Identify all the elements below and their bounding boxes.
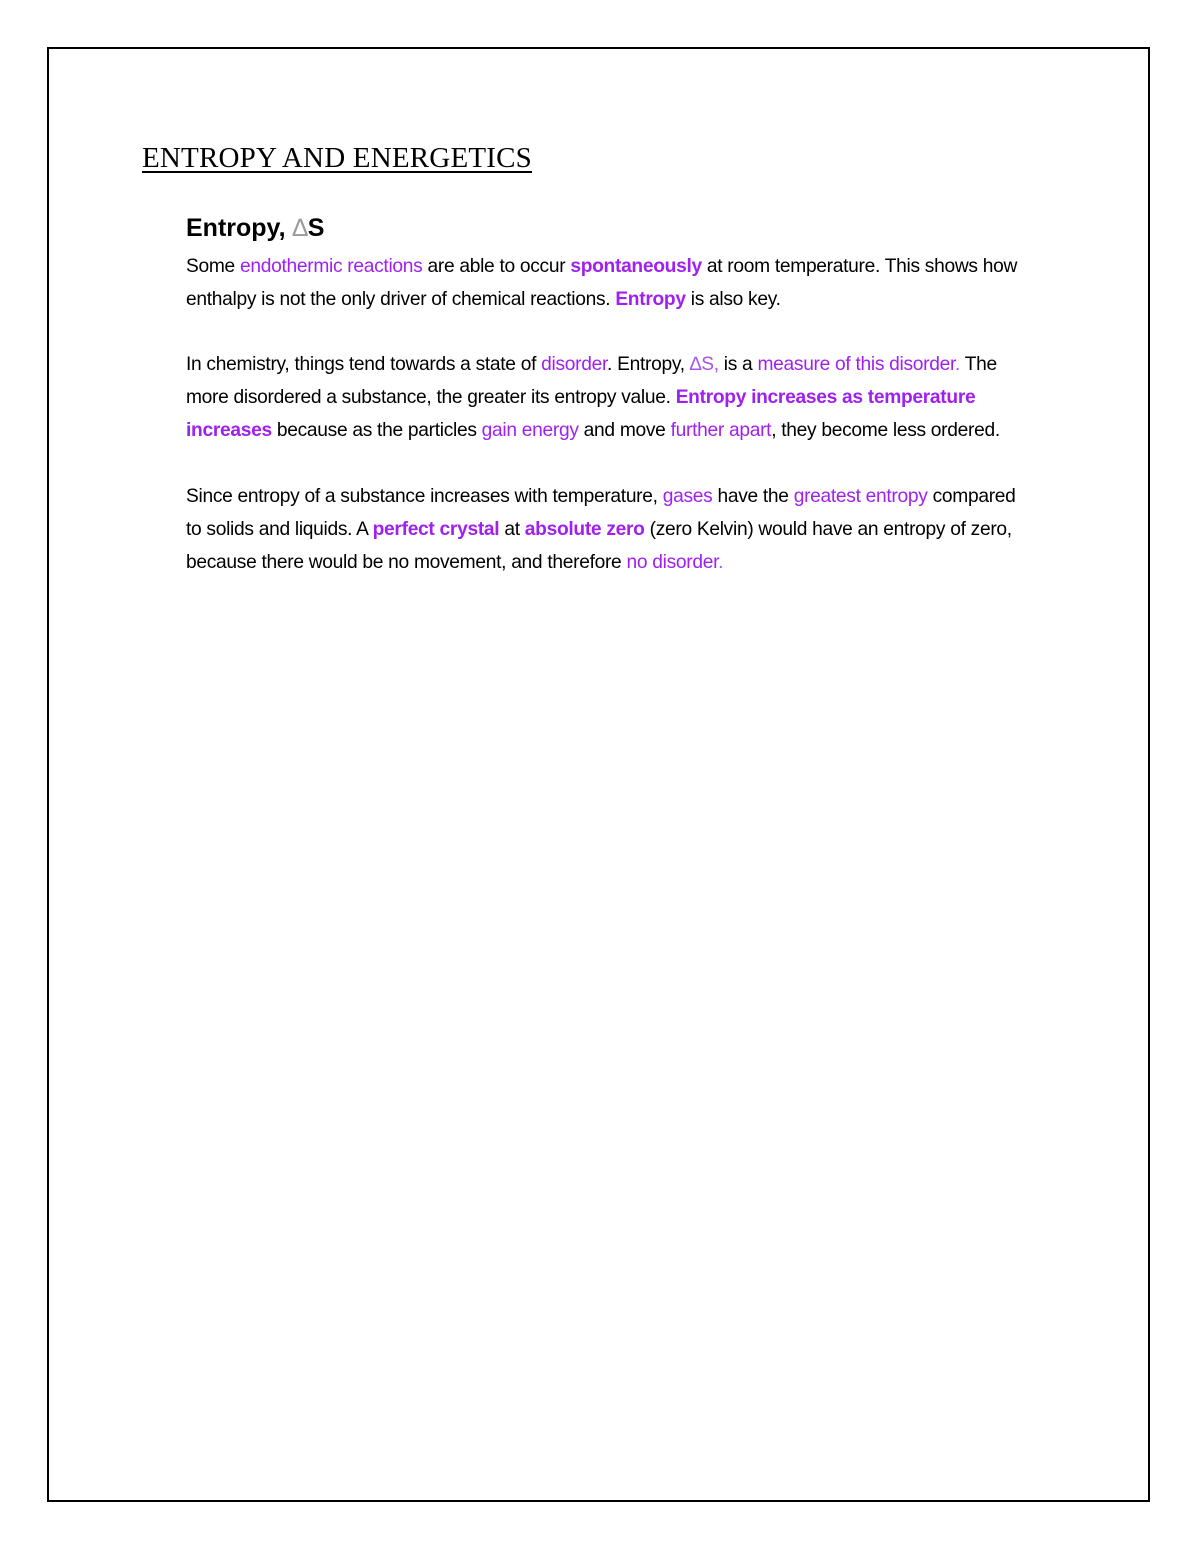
text-run: is also key.	[685, 289, 781, 310]
text-run: and move	[578, 420, 671, 441]
highlight-spontaneously: spontaneously	[570, 256, 702, 277]
highlight-entropy-increases: Entropy increases as temperature increases	[186, 387, 976, 441]
text-run: are able to occur	[422, 256, 571, 277]
highlight-disorder: disorder	[541, 354, 608, 375]
text-run: In chemistry, things tend towards a state of	[186, 354, 542, 375]
entropy-symbol: S	[307, 214, 325, 242]
text-run: , they become less ordered.	[771, 420, 1000, 441]
highlight-no-disorder: no disorder	[626, 552, 719, 573]
text-run: .	[718, 552, 724, 573]
delta-symbol: ∆	[292, 214, 308, 242]
document-title: ENTROPY AND ENERGETICS	[142, 142, 532, 174]
text-run: compared to solids and liquids. A	[186, 486, 1016, 540]
text-run: at room temperature. This shows how enthalpy is not the only driver of chemical reactions.	[186, 256, 1018, 310]
highlight-further-apart: further apart	[670, 420, 772, 441]
text-run: Entropy,	[612, 354, 690, 375]
document-body	[186, 212, 1026, 579]
text-run: is a	[718, 354, 758, 375]
highlight-gain-energy: gain energy	[481, 420, 579, 441]
highlight-gases: gases	[662, 486, 713, 507]
text-run: (zero Kelvin) would have an entropy of zero, because there would be no movement, and therefore	[186, 519, 1012, 573]
highlight-delta-s: ∆S,	[689, 354, 719, 375]
text-run: Since entropy of a substance increases with temperature,	[186, 486, 663, 507]
text-run: The more disordered a substance, the greater its entropy value.	[186, 354, 997, 408]
text-run: because as the particles	[271, 420, 482, 441]
highlight-measure-of-disorder: measure of this disorder	[757, 354, 956, 375]
section-heading-text: Entropy,	[186, 214, 293, 242]
section-heading	[186, 212, 1026, 244]
highlight-endothermic-reactions: endothermic reactions	[239, 256, 423, 277]
text-run: .	[955, 354, 961, 375]
text-run: at	[499, 519, 525, 540]
highlight-perfect-crystal: perfect crystal	[372, 519, 500, 540]
text-run: .	[607, 354, 613, 375]
text-run: Some	[186, 256, 240, 277]
paragraph-disorder	[186, 348, 1026, 447]
highlight-absolute-zero: absolute zero	[524, 519, 645, 540]
highlight-entropy: Entropy	[615, 289, 686, 310]
paragraph-gases-crystals	[186, 480, 1026, 579]
paragraph-spontaneous-reactions	[186, 250, 1026, 316]
highlight-greatest-entropy: greatest entropy	[793, 486, 928, 507]
text-run: have the	[712, 486, 794, 507]
